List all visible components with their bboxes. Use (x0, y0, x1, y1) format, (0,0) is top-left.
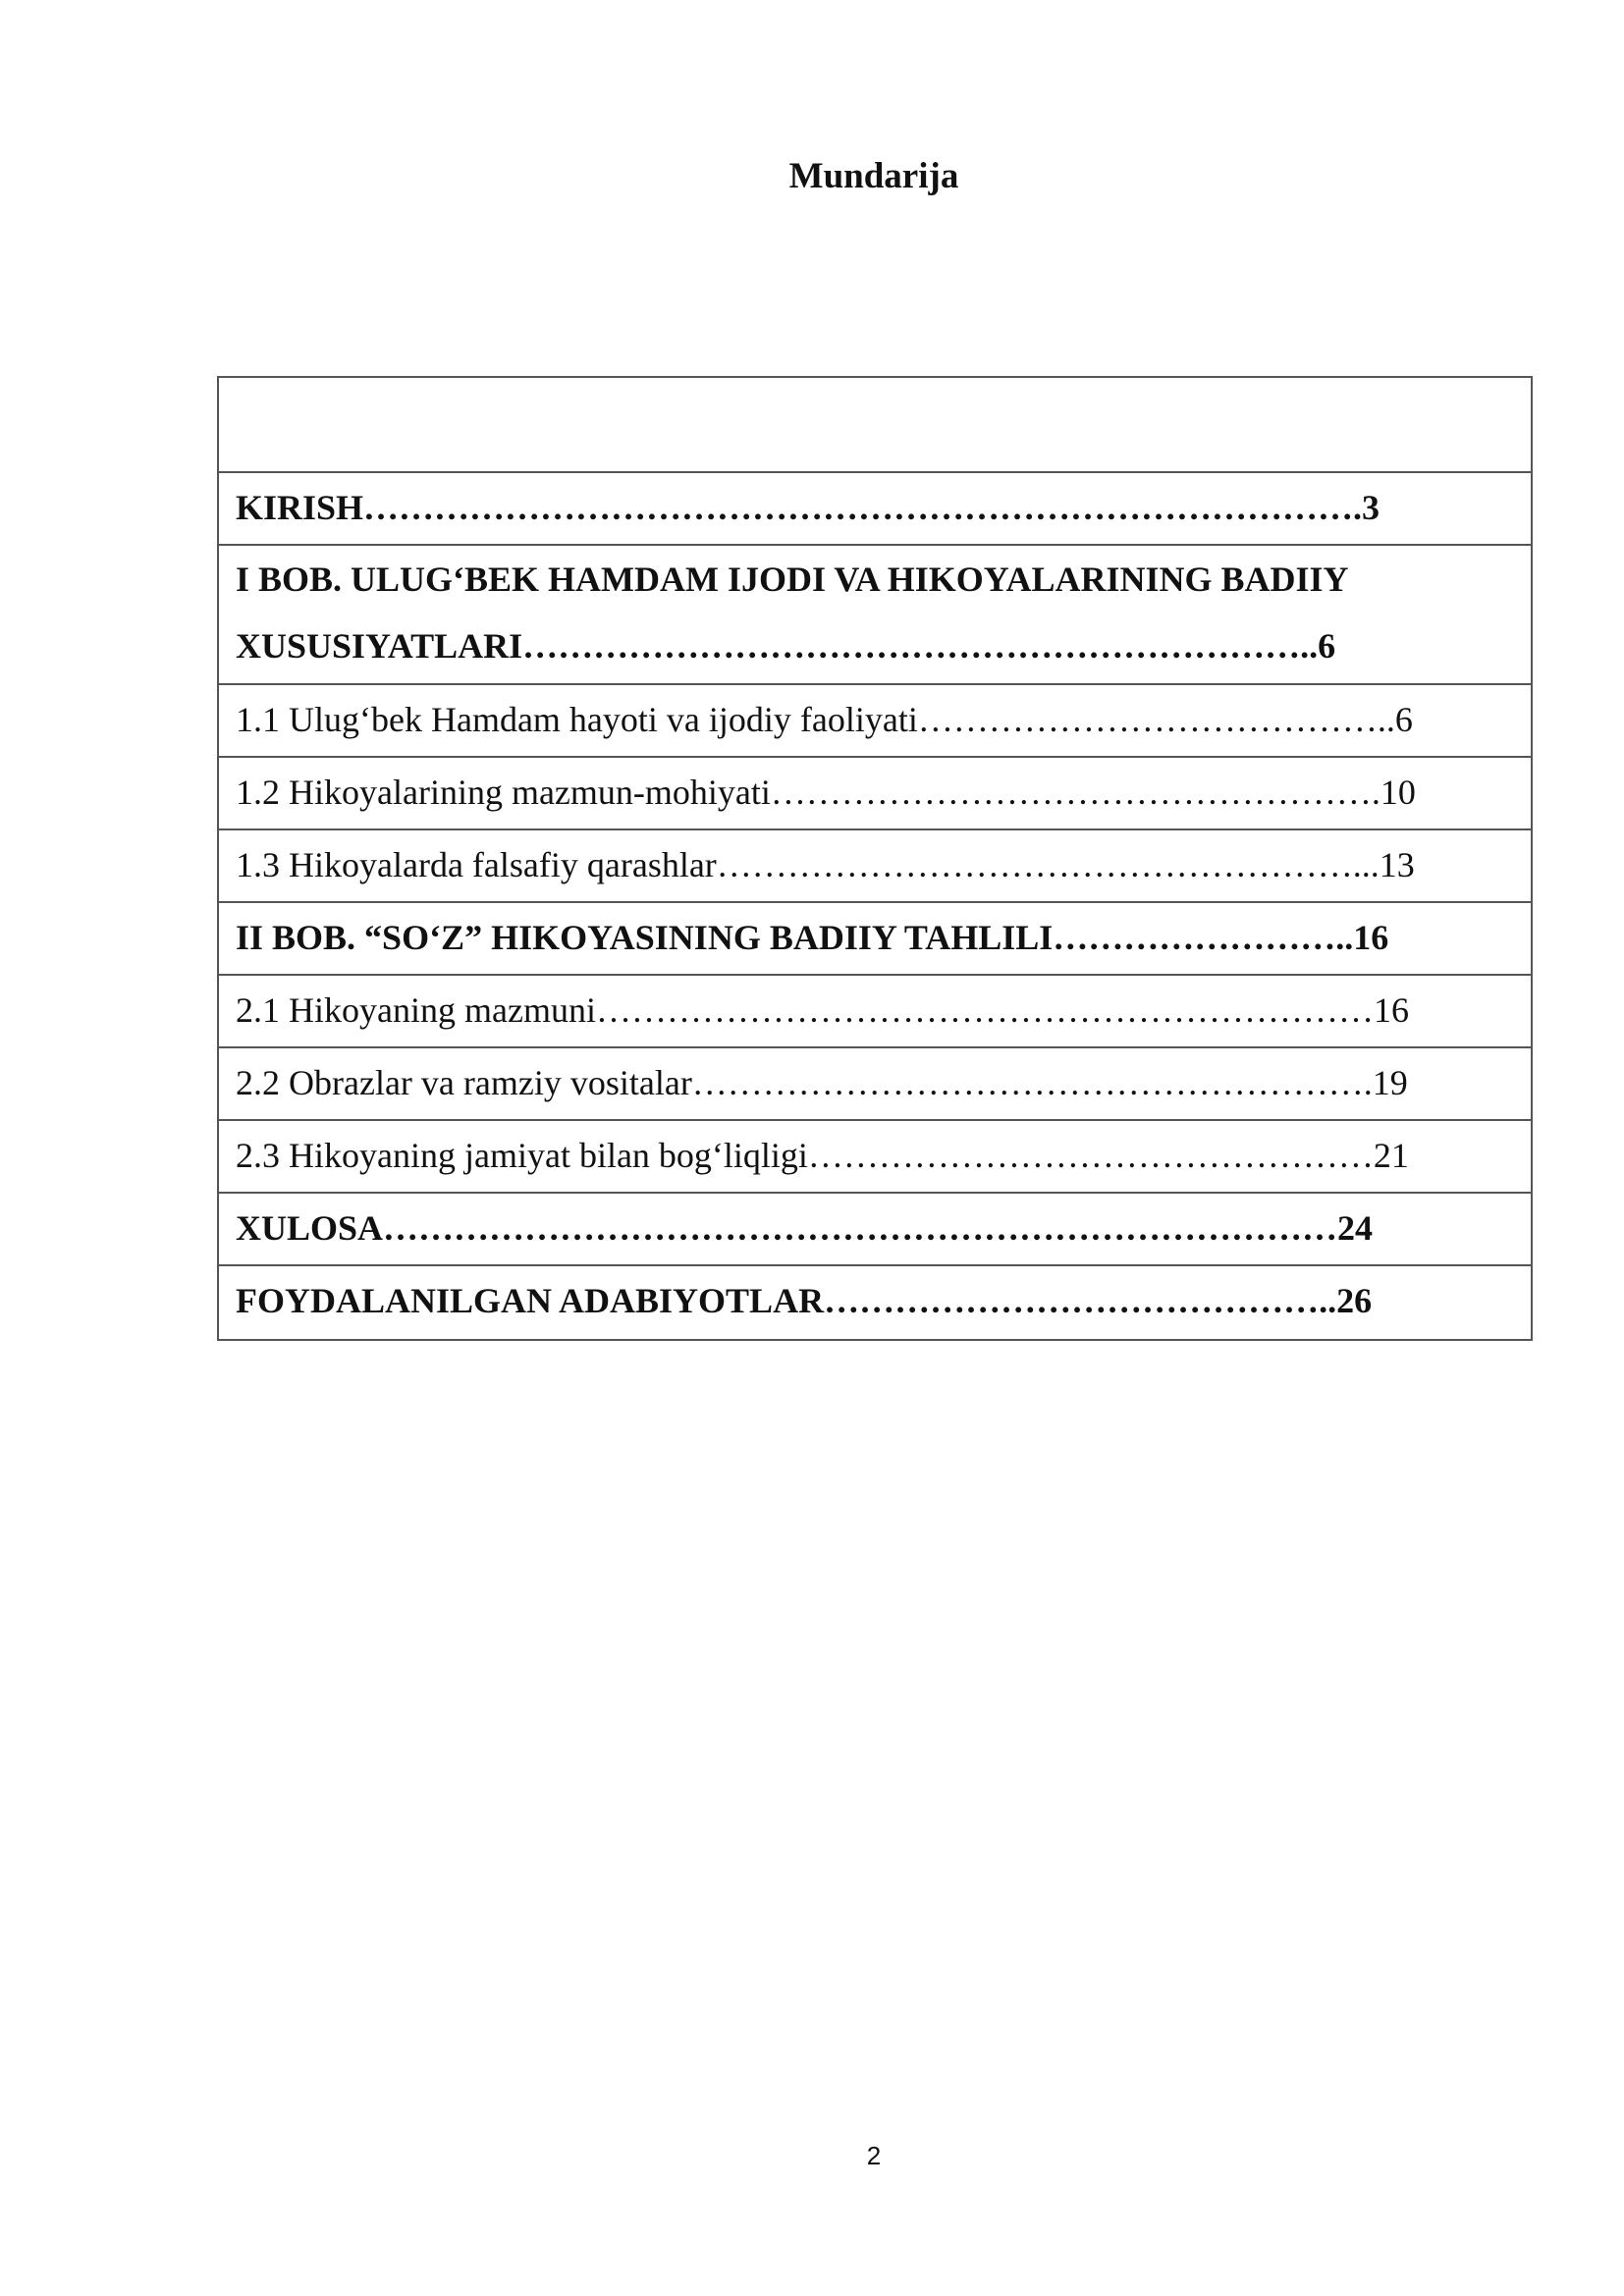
toc-entry-2-3[interactable]: 2.3 Hikoyaning jamiyat bilan bog‘liqligi…………………………………………21 (219, 1121, 1531, 1194)
table-of-contents (217, 376, 1533, 1341)
toc-entry-1-1[interactable]: 1.1 Ulug‘bek Hamdam hayoti va ijodiy faoliyati…………………………………..6 (219, 685, 1531, 758)
toc-chapter-1-title-line-2: XUSUSIYATLARI…………………………………………………………..6 (236, 626, 1336, 666)
toc-entry-kirish[interactable]: KIRISH………………………………………………………………………….3 (219, 473, 1531, 546)
toc-entry-chapter-1[interactable] (219, 546, 1531, 685)
toc-entry-2-2[interactable]: 2.2 Obrazlar va ramziy vositalar………………………………………………….19 (219, 1048, 1531, 1121)
page-title: Mundarija (788, 156, 959, 196)
toc-empty-row (219, 378, 1531, 473)
toc-entry-chapter-2[interactable]: II BOB. “SO‘Z” HIKOYASINING BADIIY TAHLILI……………………..16 (219, 903, 1531, 976)
toc-entry-2-1[interactable]: 2.1 Hikoyaning mazmuni…………………………………………………………16 (219, 976, 1531, 1048)
toc-entry-1-3[interactable]: 1.3 Hikoyalarda falsafiy qarashlar………………………………………………...13 (219, 830, 1531, 903)
toc-chapter-1-title-line-1: I BOB. ULUG‘BEK HAMDAM IJODI VA HIKOYALARINING BADIIY (236, 560, 1349, 599)
toc-entry-xulosa[interactable]: XULOSA………………………………………………………………………24 (219, 1194, 1531, 1266)
page-number: 2 (866, 2141, 882, 2170)
toc-entry-adabiyotlar[interactable]: FOYDALANILGAN ADABIYOTLAR……………………………………..26 (236, 1281, 1373, 1320)
toc-entry-1-2[interactable]: 1.2 Hikoyalarining mazmun-mohiyati…………………………………………….10 (219, 758, 1531, 830)
